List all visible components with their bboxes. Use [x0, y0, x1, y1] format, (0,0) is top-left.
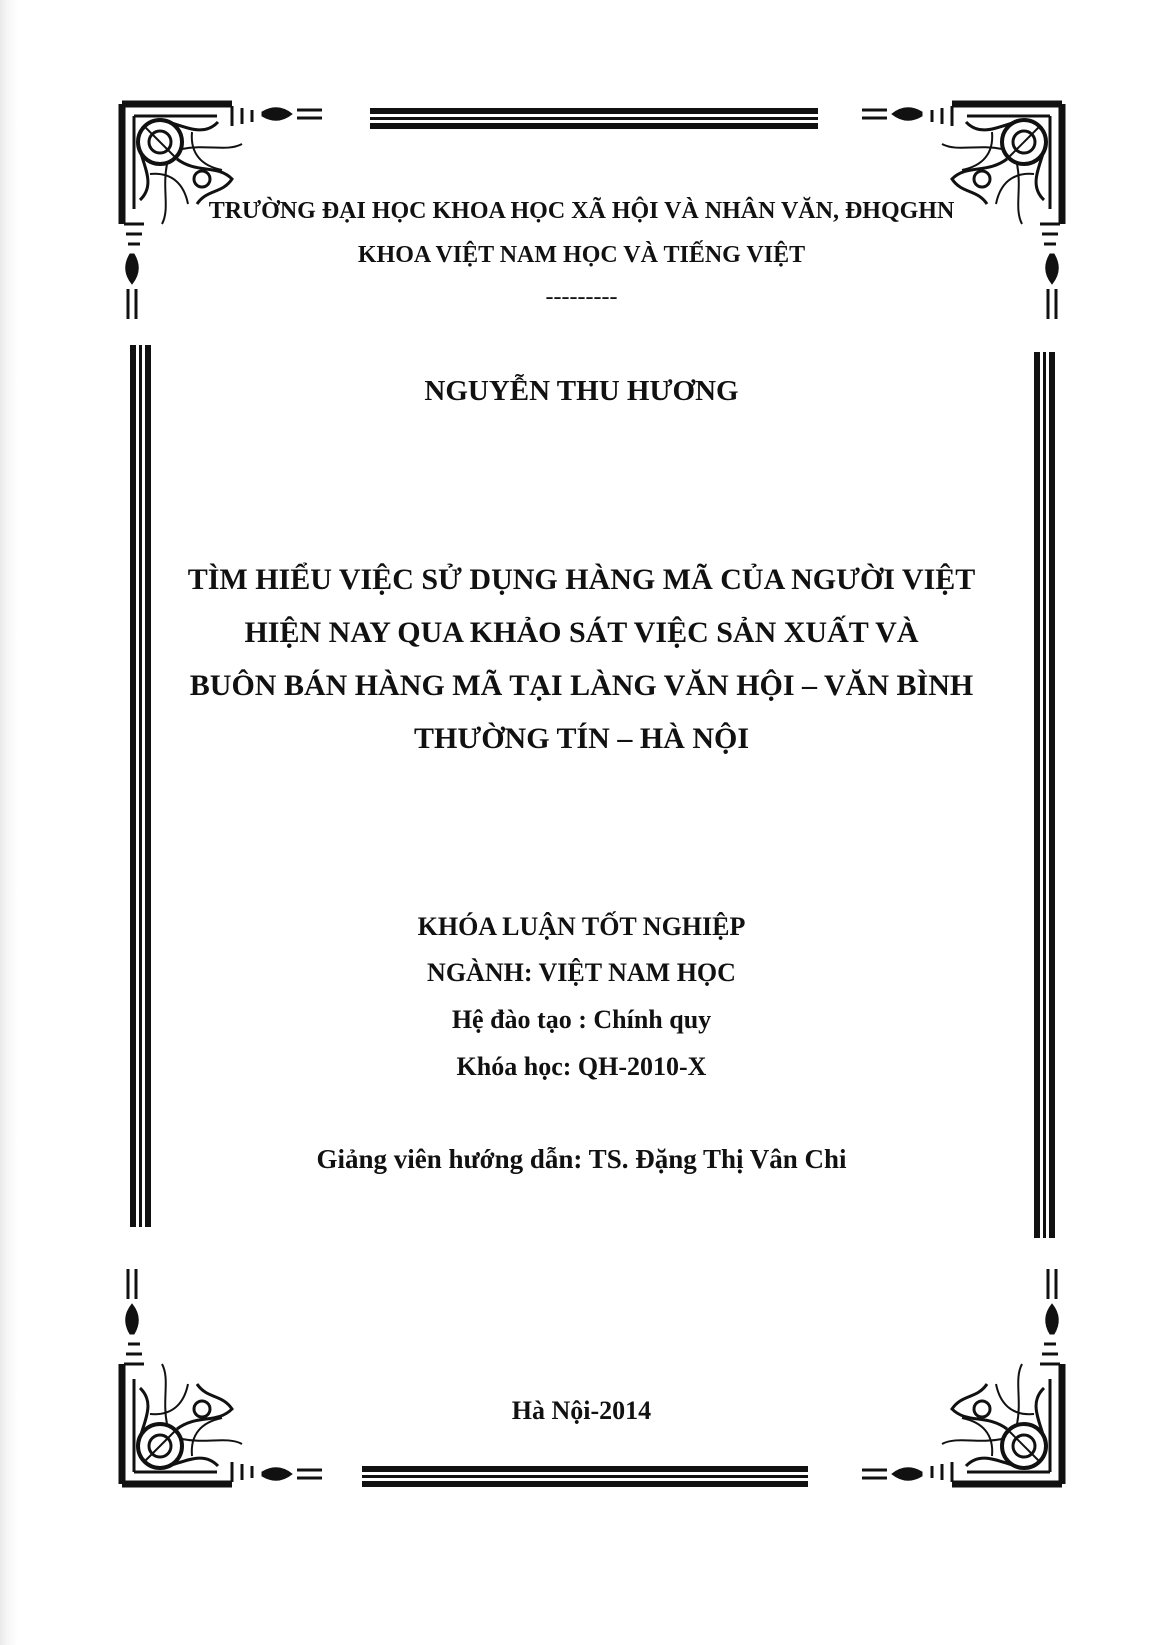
- place-year: Hà Nội-2014: [511, 1396, 652, 1425]
- thesis-type: KHÓA LUẬN TỐT NGHIỆP: [417, 912, 746, 941]
- thesis-major: NGÀNH: VIỆT NAM HỌC: [427, 958, 736, 987]
- corner-ornament-bottom-right: [862, 1269, 1062, 1484]
- course: Khóa học: QH-2010-X: [456, 1052, 707, 1081]
- title-line-4: THƯỜNG TÍN – HÀ NỘI: [413, 722, 750, 755]
- faculty-name: KHOA VIỆT NAM HỌC VÀ TIẾNG VIỆT: [357, 242, 806, 268]
- supervisor: Giảng viên hướng dẫn: TS. Đặng Thị Vân Chi: [316, 1144, 847, 1174]
- corner-ornament-bottom-left: [122, 1269, 322, 1484]
- title-line-2: HIỆN NAY QUA KHẢO SÁT VIỆC SẢN XUẤT VÀ: [244, 616, 919, 649]
- university-name: TRƯỜNG ĐẠI HỌC KHOA HỌC XÃ HỘI VÀ NHÂN VĂN, ĐHQGHN: [208, 198, 955, 224]
- author-name: NGUYỄN THU HƯƠNG: [424, 375, 739, 407]
- title-line-1: TÌM HIỂU VIỆC SỬ DỤNG HÀNG MÃ CỦA NGƯỜI VIỆT: [187, 563, 976, 596]
- title-line-3: BUÔN BÁN HÀNG MÃ TẠI LÀNG VĂN HỘI – VĂN BÌNH: [189, 669, 974, 702]
- header-separator: ---------: [545, 284, 618, 310]
- training-system: Hệ đào tạo : Chính quy: [451, 1005, 712, 1034]
